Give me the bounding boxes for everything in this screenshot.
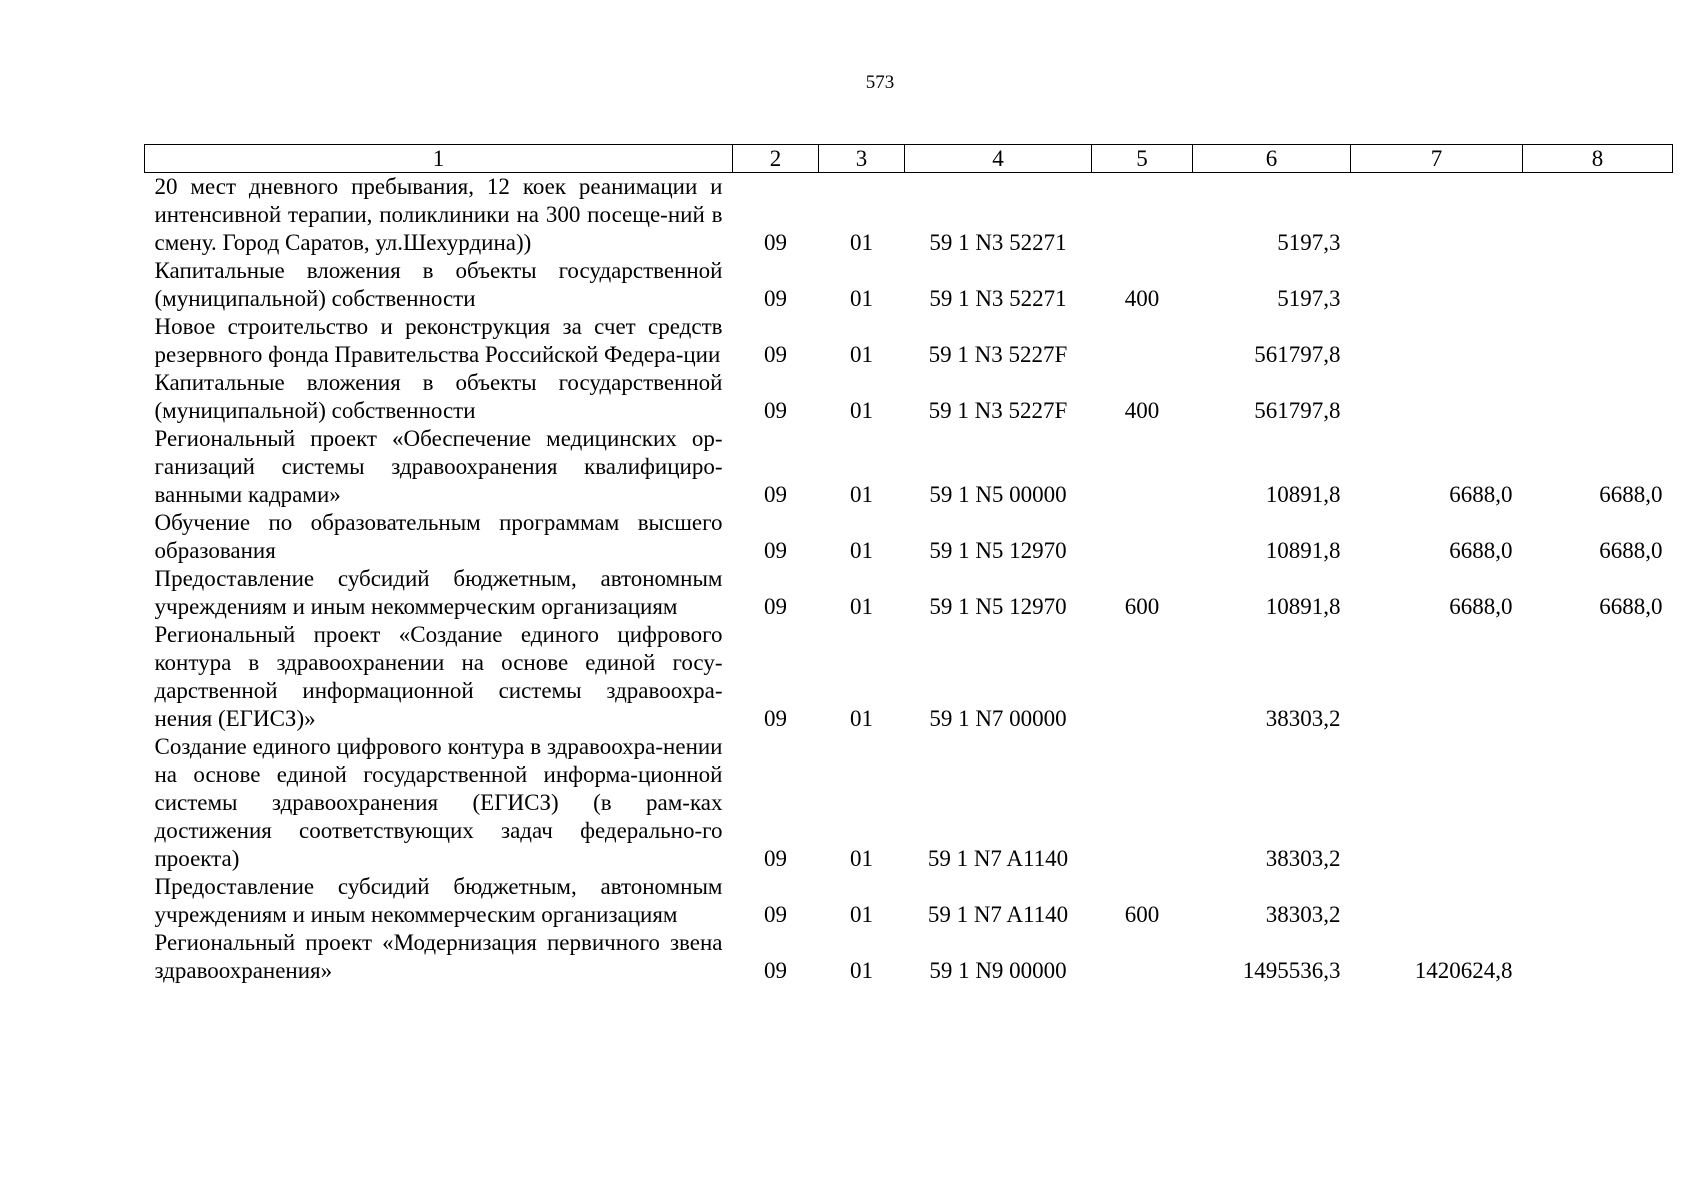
amount-col-8 [1523, 369, 1673, 425]
target-article-code: 59 1 N5 00000 [929, 482, 1067, 507]
amount-col-6: 10891,8 [1265, 538, 1341, 563]
section-code: 09 [764, 958, 787, 983]
amount-col-7: 6688,0 [1449, 482, 1513, 507]
amount-col-7 [1351, 733, 1523, 873]
amount-col-6: 561797,8 [1254, 342, 1341, 367]
table-row [145, 565, 1673, 621]
amount-col-8 [1523, 733, 1673, 873]
amount-col-8 [1523, 873, 1673, 929]
subsection-code: 01 [850, 482, 873, 507]
amount-col-7: 6688,0 [1449, 538, 1513, 563]
section-code: 09 [764, 482, 787, 507]
expense-type-code [1092, 173, 1193, 258]
section-code: 09 [764, 902, 787, 927]
target-article-code: 59 1 N3 5227F [928, 342, 1068, 367]
table-row [145, 257, 1673, 313]
subsection-code: 01 [850, 342, 873, 367]
amount-col-6: 38303,2 [1265, 846, 1341, 871]
row-description: Региональный проект «Модернизация первичного звена здравоохранения» [154, 930, 723, 983]
table-row [145, 621, 1673, 733]
subsection-code: 01 [850, 958, 873, 983]
amount-col-8: 6688,0 [1599, 482, 1663, 507]
table-row [145, 425, 1673, 509]
table-row [145, 313, 1673, 369]
amount-col-6: 10891,8 [1265, 594, 1341, 619]
target-article-code: 59 1 N5 12970 [929, 594, 1067, 619]
amount-col-7: 1420624,8 [1414, 958, 1513, 983]
subsection-code: 01 [850, 594, 873, 619]
row-description: Капитальные вложения в объекты государственной (муниципальной) собственности [154, 258, 723, 311]
amount-col-6: 5197,3 [1277, 230, 1341, 255]
table-body [145, 173, 1673, 986]
amount-col-6: 561797,8 [1254, 398, 1341, 423]
amount-col-8 [1523, 313, 1673, 369]
section-code: 09 [764, 538, 787, 563]
header-col-5: 5 [1092, 145, 1193, 173]
table-row [145, 369, 1673, 425]
expense-type-code [1092, 509, 1193, 565]
budget-table [144, 144, 1673, 985]
section-code: 09 [764, 594, 787, 619]
header-col-3: 3 [819, 145, 905, 173]
target-article-code: 59 1 N3 52271 [929, 230, 1067, 255]
amount-col-7: 6688,0 [1449, 594, 1513, 619]
section-code: 09 [764, 398, 787, 423]
expense-type-code [1092, 313, 1193, 369]
amount-col-7 [1351, 257, 1523, 313]
row-description: 20 мест дневного пребывания, 12 коек реанимации и интенсивной терапии, поликлиники на 300 посеще-ний в смену. Город Саратов, ул.Шехурдина)) [154, 174, 723, 255]
section-code: 09 [764, 342, 787, 367]
expense-type-code [1092, 621, 1193, 733]
subsection-code: 01 [850, 398, 873, 423]
amount-col-6: 38303,2 [1265, 902, 1341, 927]
amount-col-6: 38303,2 [1265, 706, 1341, 731]
row-description: Предоставление субсидий бюджетным, автономным учреждениям и иным некоммерческим организациям [154, 566, 723, 619]
subsection-code: 01 [850, 902, 873, 927]
header-col-7: 7 [1351, 145, 1523, 173]
header-col-2: 2 [733, 145, 819, 173]
target-article-code: 59 1 N7 A1140 [927, 902, 1069, 927]
row-description: Региональный проект «Обеспечение медицинских ор-ганизаций системы здравоохранения квалифициро-ванными кадрами» [154, 426, 723, 507]
header-col-8: 8 [1523, 145, 1673, 173]
row-description: Капитальные вложения в объекты государственной (муниципальной) собственности [154, 370, 723, 423]
target-article-code: 59 1 N5 12970 [929, 538, 1067, 563]
amount-col-7 [1351, 173, 1523, 258]
amount-col-7 [1351, 313, 1523, 369]
subsection-code: 01 [850, 286, 873, 311]
table-header [145, 145, 1673, 173]
amount-col-8 [1523, 621, 1673, 733]
expense-type-code: 600 [1124, 902, 1160, 927]
amount-col-6: 1495536,3 [1242, 958, 1341, 983]
expense-type-code: 400 [1124, 286, 1160, 311]
amount-col-8 [1523, 173, 1673, 258]
target-article-code: 59 1 N3 52271 [929, 286, 1067, 311]
amount-col-7 [1351, 873, 1523, 929]
subsection-code: 01 [850, 846, 873, 871]
section-code: 09 [764, 706, 787, 731]
amount-col-7 [1351, 369, 1523, 425]
amount-col-6: 10891,8 [1265, 482, 1341, 507]
amount-col-8: 6688,0 [1599, 594, 1663, 619]
table-row [145, 173, 1673, 258]
section-code: 09 [764, 846, 787, 871]
expense-type-code [1092, 733, 1193, 873]
amount-col-7 [1351, 621, 1523, 733]
amount-col-8: 6688,0 [1599, 538, 1663, 563]
target-article-code: 59 1 N3 5227F [928, 398, 1068, 423]
table-row [145, 929, 1673, 985]
expense-type-code [1092, 929, 1193, 985]
target-article-code: 59 1 N7 A1140 [927, 846, 1069, 871]
target-article-code: 59 1 N7 00000 [929, 706, 1067, 731]
header-row [145, 145, 1673, 173]
page-number: 573 [865, 72, 895, 93]
amount-col-8 [1523, 257, 1673, 313]
row-description: Региональный проект «Создание единого цифрового контура в здравоохранении на основе единой госу-дарственной информационной системы здравоохра-нения (ЕГИСЗ)» [154, 622, 723, 731]
expense-type-code: 400 [1124, 398, 1160, 423]
amount-col-6: 5197,3 [1277, 286, 1341, 311]
row-description: Предоставление субсидий бюджетным, автономным учреждениям и иным некоммерческим организациям [154, 874, 723, 927]
header-col-4: 4 [905, 145, 1092, 173]
section-code: 09 [764, 286, 787, 311]
header-col-6: 6 [1193, 145, 1351, 173]
header-col-1: 1 [145, 145, 733, 173]
table-row [145, 733, 1673, 873]
row-description: Обучение по образовательным программам высшего образования [154, 510, 723, 563]
section-code: 09 [764, 230, 787, 255]
row-description: Создание единого цифрового контура в здравоохра-нении на основе единой государственной информа-ционной системы здравоохранения (ЕГИСЗ) (в рам-ках достижения соответствующих задач федерально-го проекта) [154, 734, 723, 871]
amount-col-8 [1523, 929, 1673, 985]
target-article-code: 59 1 N9 00000 [929, 958, 1067, 983]
table-row [145, 509, 1673, 565]
expense-type-code: 600 [1124, 594, 1160, 619]
row-description: Новое строительство и реконструкция за счет средств резервного фонда Правительства Российской Федера-ции [154, 314, 723, 367]
expense-type-code [1092, 425, 1193, 509]
subsection-code: 01 [850, 230, 873, 255]
subsection-code: 01 [850, 706, 873, 731]
table-row [145, 873, 1673, 929]
subsection-code: 01 [850, 538, 873, 563]
